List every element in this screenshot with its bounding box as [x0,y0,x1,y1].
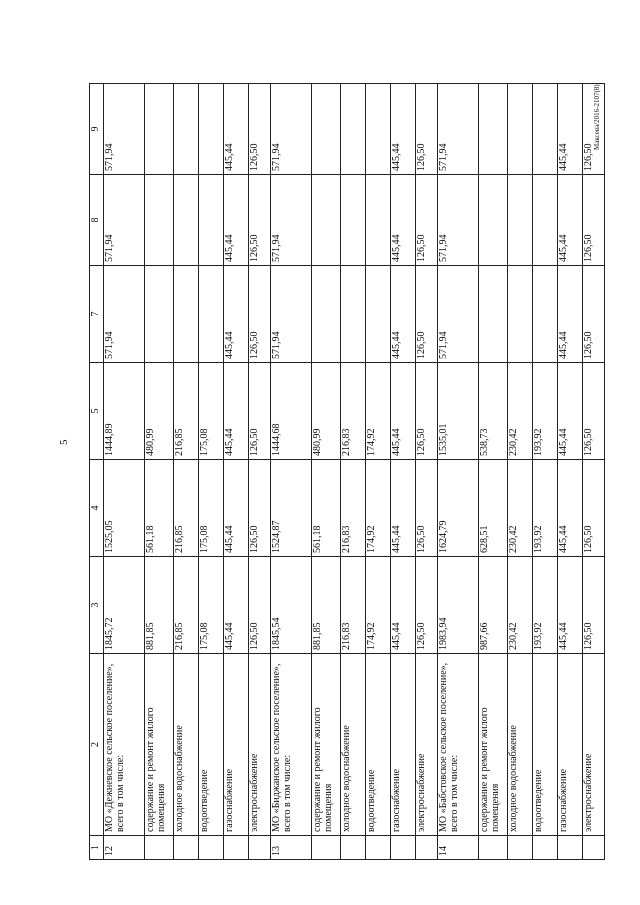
header-cell: 7 [90,266,104,363]
value-cell: 216,83 [341,557,366,654]
value-cell: 126,50 [249,175,271,266]
value-cell: 126,50 [583,557,605,654]
value-cell: 881,85 [312,557,341,654]
row-name-cell: холодное водоснабжение [508,654,533,836]
value-cell: 561,18 [145,460,174,557]
value-cell: 175,08 [199,557,224,654]
tariff-table [89,83,605,860]
value-cell [341,84,366,175]
value-cell [145,175,174,266]
value-cell: 480,99 [145,363,174,460]
value-cell: 1535,01 [438,363,479,460]
value-cell: 216,83 [341,363,366,460]
value-cell: 126,50 [416,84,438,175]
header-cell: 2 [90,654,104,836]
value-cell: 571,94 [271,266,312,363]
value-cell [533,84,558,175]
row-number-cell: 12 [104,836,145,860]
row-name-cell: газоснабжение [224,654,249,836]
value-cell: 126,50 [583,84,605,175]
row-number-cell [583,836,605,860]
row-number-cell [174,836,199,860]
value-cell [199,175,224,266]
value-cell: 174,92 [366,460,391,557]
row-number-cell [312,836,341,860]
value-cell [341,266,366,363]
page-number: 5 [58,439,70,445]
value-cell [479,266,508,363]
value-cell [174,266,199,363]
table-row [174,84,199,860]
value-cell [145,84,174,175]
value-cell: 571,94 [438,266,479,363]
value-cell: 126,50 [583,266,605,363]
row-number-cell [508,836,533,860]
row-name-cell: электроснабжение [416,654,438,836]
value-cell: 126,50 [416,175,438,266]
value-cell: 126,50 [249,266,271,363]
value-cell: 445,44 [558,175,583,266]
row-name-cell: газоснабжение [391,654,416,836]
row-number-cell [224,836,249,860]
value-cell: 193,92 [533,460,558,557]
table-row [583,84,605,860]
value-cell [479,175,508,266]
value-cell: 1845,54 [271,557,312,654]
value-cell: 1525,05 [104,460,145,557]
value-cell: 126,50 [249,557,271,654]
row-name-cell: электроснабжение [249,654,271,836]
table-row [224,84,249,860]
row-number-cell [533,836,558,860]
value-cell: 445,44 [391,266,416,363]
value-cell: 126,50 [249,460,271,557]
header-cell: 9 [90,84,104,175]
value-cell: 571,94 [104,266,145,363]
value-cell: 628,51 [479,460,508,557]
value-cell [199,266,224,363]
value-cell: 1524,87 [271,460,312,557]
value-cell: 445,44 [391,363,416,460]
table-row [416,84,438,860]
row-number-cell [558,836,583,860]
value-cell: 445,44 [391,175,416,266]
table-row [199,84,224,860]
table-row [249,84,271,860]
row-name-cell: электроснабжение [583,654,605,836]
value-cell: 126,50 [583,363,605,460]
value-cell [366,84,391,175]
table-row [533,84,558,860]
value-cell: 571,94 [438,84,479,175]
row-name-cell: газоснабжение [558,654,583,836]
table-row [366,84,391,860]
value-cell: 561,18 [312,460,341,557]
value-cell [312,266,341,363]
value-cell [145,266,174,363]
value-cell: 445,44 [391,557,416,654]
rotated-table-frame [89,84,594,860]
header-row [90,84,104,860]
value-cell: 126,50 [416,557,438,654]
value-cell: 126,50 [416,460,438,557]
table-row [391,84,416,860]
header-cell: 4 [90,460,104,557]
header-cell: 3 [90,557,104,654]
row-name-cell: холодное водоснабжение [341,654,366,836]
value-cell: 216,85 [174,460,199,557]
value-cell [199,84,224,175]
value-cell: 445,44 [558,460,583,557]
value-cell: 538,73 [479,363,508,460]
row-name-cell: МО «Бабстовское сельское поселение», всего в том числе: [438,654,479,836]
table-body [104,84,605,860]
value-cell: 445,44 [224,363,249,460]
value-cell: 445,44 [558,363,583,460]
table-row [341,84,366,860]
row-name-cell: содержание и ремонт жилого помещения [145,654,174,836]
row-name-cell: содержание и ремонт жилого помещения [479,654,508,836]
value-cell [508,175,533,266]
value-cell: 216,85 [174,557,199,654]
value-cell: 445,44 [391,84,416,175]
row-number-cell [199,836,224,860]
table-row [479,84,508,860]
value-cell [341,175,366,266]
header-cell: 1 [90,836,104,860]
value-cell [174,84,199,175]
row-number-cell [249,836,271,860]
value-cell: 193,92 [533,363,558,460]
value-cell [312,175,341,266]
value-cell [533,175,558,266]
tariff-table-container [89,84,594,860]
value-cell: 480,99 [312,363,341,460]
value-cell: 216,85 [174,363,199,460]
value-cell: 230,42 [508,460,533,557]
row-number-cell [366,836,391,860]
row-number-cell [145,836,174,860]
table-row [508,84,533,860]
value-cell: 1444,68 [271,363,312,460]
value-cell: 230,42 [508,363,533,460]
table-row [271,84,312,860]
document-reference: Максева/2016-2107(8) [593,84,601,150]
value-cell: 126,50 [416,363,438,460]
value-cell: 445,44 [224,557,249,654]
row-name-cell: МО «Биджанское сельское поселение», всего в том числе: [271,654,312,836]
value-cell: 445,44 [224,175,249,266]
value-cell: 1845,72 [104,557,145,654]
row-number-cell: 14 [438,836,479,860]
value-cell: 230,42 [508,557,533,654]
value-cell: 445,44 [224,84,249,175]
row-number-cell [479,836,508,860]
value-cell: 445,44 [558,84,583,175]
value-cell: 174,92 [366,557,391,654]
value-cell: 193,92 [533,557,558,654]
table-row [558,84,583,860]
value-cell: 126,50 [249,84,271,175]
value-cell [508,84,533,175]
value-cell: 987,66 [479,557,508,654]
value-cell: 1444,89 [104,363,145,460]
row-number-cell [391,836,416,860]
value-cell: 1624,79 [438,460,479,557]
header-cell: 5 [90,363,104,460]
value-cell [312,84,341,175]
value-cell [479,84,508,175]
value-cell: 445,44 [224,266,249,363]
value-cell: 126,50 [416,266,438,363]
row-number-cell [416,836,438,860]
value-cell: 571,94 [104,84,145,175]
value-cell [533,266,558,363]
row-name-cell: водоотведение [199,654,224,836]
value-cell: 445,44 [224,460,249,557]
row-name-cell: МО «Дежневское сельское поселение», всего в том числе: [104,654,145,836]
value-cell: 445,44 [558,266,583,363]
value-cell [174,175,199,266]
value-cell: 445,44 [558,557,583,654]
value-cell [508,266,533,363]
value-cell [366,266,391,363]
value-cell: 881,85 [145,557,174,654]
table-row [145,84,174,860]
row-name-cell: холодное водоснабжение [174,654,199,836]
value-cell: 571,94 [271,175,312,266]
value-cell: 216,83 [341,460,366,557]
value-cell: 571,94 [438,175,479,266]
table-row [438,84,479,860]
row-name-cell: водоотведение [533,654,558,836]
value-cell: 571,94 [271,84,312,175]
header-cell: 8 [90,175,104,266]
row-name-cell: содержание и ремонт жилого помещения [312,654,341,836]
row-number-cell [341,836,366,860]
value-cell [366,175,391,266]
value-cell: 126,50 [583,460,605,557]
table-row [104,84,145,860]
value-cell: 445,44 [391,460,416,557]
table-row [312,84,341,860]
value-cell: 175,08 [199,363,224,460]
value-cell: 571,94 [104,175,145,266]
row-name-cell: водоотведение [366,654,391,836]
value-cell: 175,08 [199,460,224,557]
value-cell: 1983,94 [438,557,479,654]
value-cell: 174,92 [366,363,391,460]
row-number-cell: 13 [271,836,312,860]
value-cell: 126,50 [249,363,271,460]
value-cell: 126,50 [583,175,605,266]
